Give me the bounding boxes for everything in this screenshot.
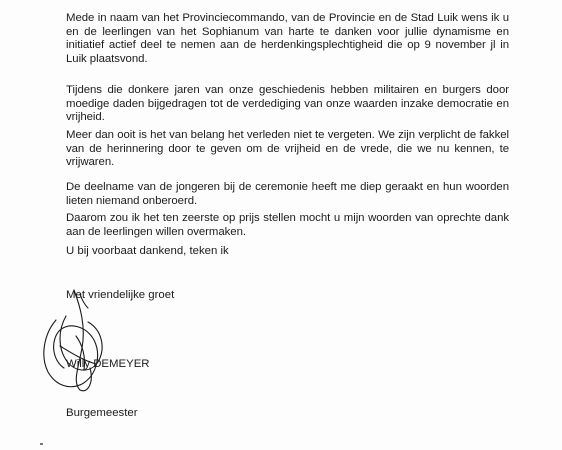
scan-speck [40,443,43,445]
signer-title: Burgemeester [66,407,138,419]
paragraph-remembrance: Meer dan ooit is het van belang het verleden niet te vergeten. We zijn verplicht de fakkel van de herinnering door te geven om de vrijheid en de vrede, die we nu kennen, te vrijwaren. [66,129,509,169]
paragraph-history: Tijdens die donkere jaren van onze geschiedenis hebben militairen en burgers door moedige daden bijgedragen tot de verdediging van onze waarden inzake democratie en vrijheid. [66,84,509,124]
paragraph-youth: De deelname van de jongeren bij de ceremonie heeft me diep geraakt en hun woorden lieten niemand onberoerd. [66,181,509,207]
paragraph-closing-line: U bij voorbaat dankend, teken ik [66,245,229,257]
signer-name: Willy DEMEYER [66,358,150,370]
closing-greeting: Met vriendelijke groet [66,289,175,301]
paragraph-request: Daarom zou ik het ten zeerste op prijs stellen mocht u mijn woorden van oprechte dank aan de leerlingen willen overmaken. [66,212,509,238]
handwritten-signature [36,286,126,396]
paragraph-thanks: Mede in naam van het Provinciecommando, van de Provincie en de Stad Luik wens ik u en de leerlingen van het Sophianum van harte te danken voor jullie dynamisme en initiatief actief deel te nemen aan de herdenkingsplechtigheid die op 9 november jl in Luik plaatsvond. [66,12,509,65]
